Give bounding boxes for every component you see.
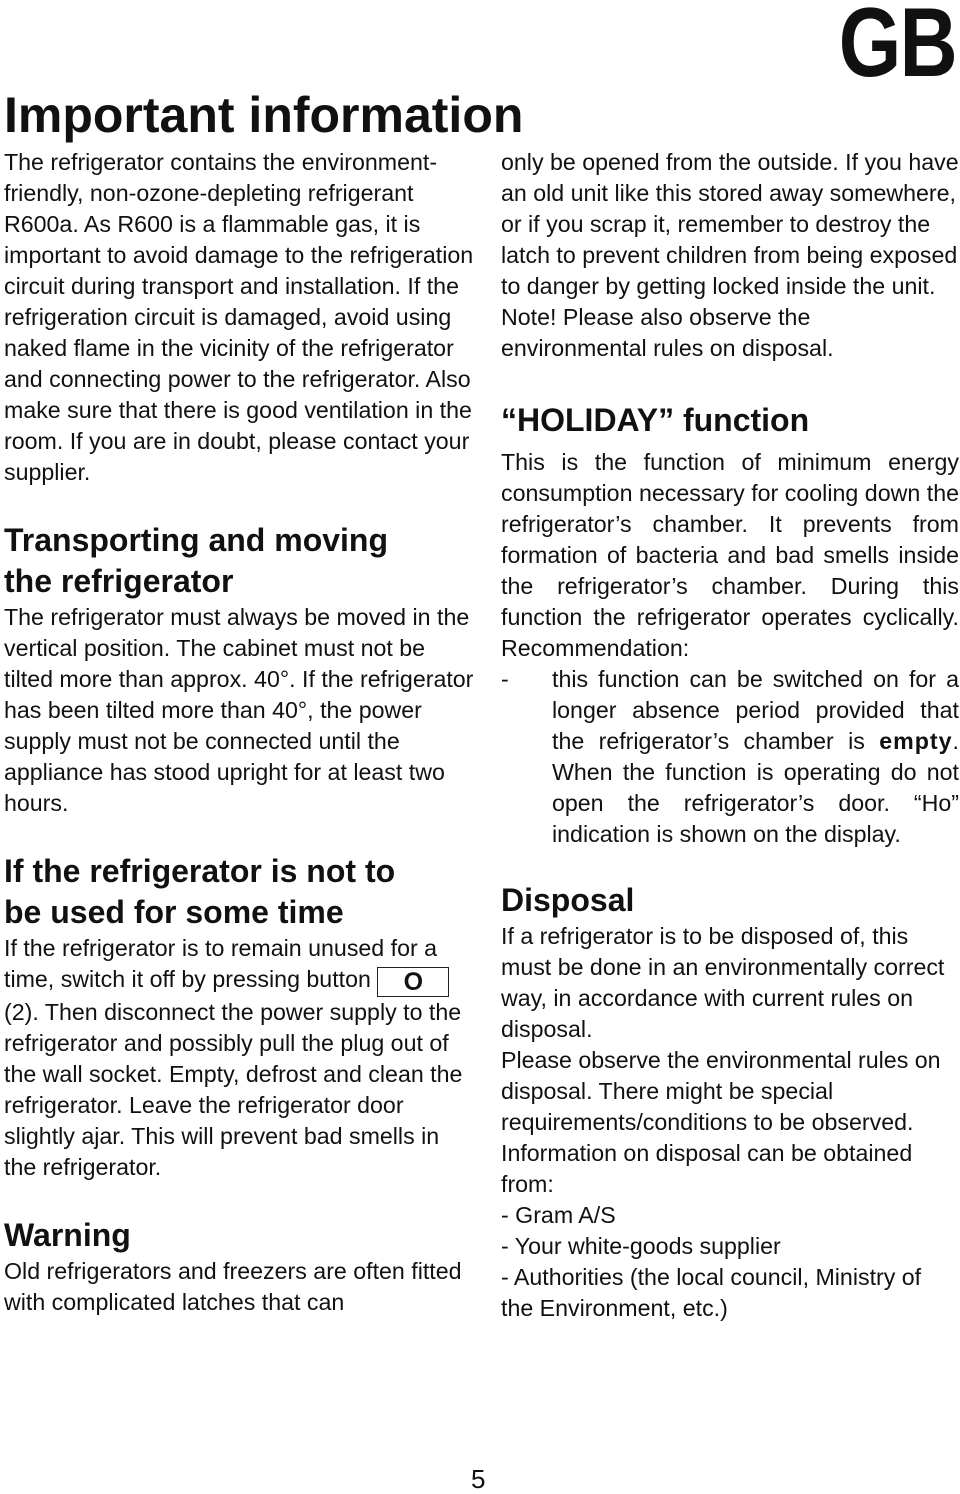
disposal-heading: Disposal — [501, 882, 635, 918]
holiday-recommendation-item — [501, 664, 959, 850]
unused-text-before-button: If the refrigerator is to remain unused for a time, switch it off by pressing button — [4, 935, 438, 992]
recommendation-emphasis: empty — [879, 728, 953, 754]
unused-heading — [4, 851, 474, 933]
transport-heading-line1: Transporting and moving — [4, 522, 389, 558]
holiday-heading: “HOLIDAY” function — [501, 402, 810, 438]
unused-heading-line2: be used for some time — [4, 894, 344, 930]
language-tag: GB — [838, 0, 956, 97]
power-button-symbol: O — [377, 967, 449, 997]
unused-heading-line1: If the refrigerator is not to — [4, 853, 396, 889]
intro-paragraph: The refrigerator contains the environment-friendly, non-ozone-depleting refrigerant R600a. As R600 is a flammable gas, it is important to avoid damage to the refrigeration circuit during transport and installation. If the refrigeration circuit is damaged, avoid using naked flame in the vicinity of the refrigerator and connecting power to the refrigerator. Also make sure that there is good ventilation in the room. If you are in doubt, please contact your supplier. — [4, 149, 474, 485]
recommendation-dash: - — [501, 666, 509, 692]
warning-paragraph: Old refrigerators and freezers are often fitted with complicated latches that can — [4, 1258, 462, 1315]
disposal-source-authorities: - Authorities (the local council, Ministry of the Environment, etc.) — [501, 1264, 922, 1321]
page-number: 5 — [471, 1464, 486, 1494]
transport-heading — [4, 520, 474, 602]
disposal-source-gram: - Gram A/S — [501, 1202, 616, 1228]
transport-paragraph: The refrigerator must always be moved in the vertical position. The cabinet must not be tilted more than approx. 40°. If the refrigerator has been tilted more than 40°, the power supply must not be connected until the appliance has stood upright for at least two hours. — [4, 604, 474, 816]
transport-heading-line2: the refrigerator — [4, 563, 234, 599]
disposal-paragraph-2: Please observe the environmental rules on disposal. There might be special requirements/conditions to be observed. Information on disposal can be obtained from: — [501, 1047, 941, 1197]
recommendation-text-after: . When the function is operating do not open the refrigerator’s door. “Ho” indication is shown on the display. — [552, 728, 959, 847]
unused-text-after-button: (2). Then disconnect the power supply to the refrigerator and possibly pull the plug out of the wall socket. Empty, defrost and clean the refrigerator. Leave the refrigerator door slightly ajar. This will prevent bad smells in the refrigerator. — [4, 999, 463, 1180]
disposal-paragraph-1: If a refrigerator is to be disposed of, this must be done in an environmentally correct way, in accordance with current rules on disposal. — [501, 923, 945, 1042]
disposal-source-supplier: - Your white-goods supplier — [501, 1233, 781, 1259]
holiday-paragraph: This is the function of minimum energy consumption necessary for cooling down the refrigerator’s chamber. It prevents from formation of bacteria and bad smells inside the refrigerator’s chamber. During this function the refrigerator operates cyclically. Recommendation: — [501, 449, 959, 661]
note-paragraph: Note! Please also observe the environmental rules on disposal. — [501, 304, 834, 361]
warning-continued-paragraph: only be opened from the outside. If you have an old unit like this stored away somewhere, or if you scrap it, remember to destroy the latch to prevent children from being exposed to danger by getting locked inside the unit. — [501, 149, 959, 299]
right-column — [501, 147, 959, 1324]
unused-paragraph — [4, 933, 474, 1183]
recommendation-text-before: this function can be switched on for a longer absence period provided that the refrigerator’s chamber is — [552, 666, 959, 754]
left-column — [4, 147, 474, 1318]
page-title: Important information — [4, 87, 524, 143]
warning-heading: Warning — [4, 1217, 131, 1253]
